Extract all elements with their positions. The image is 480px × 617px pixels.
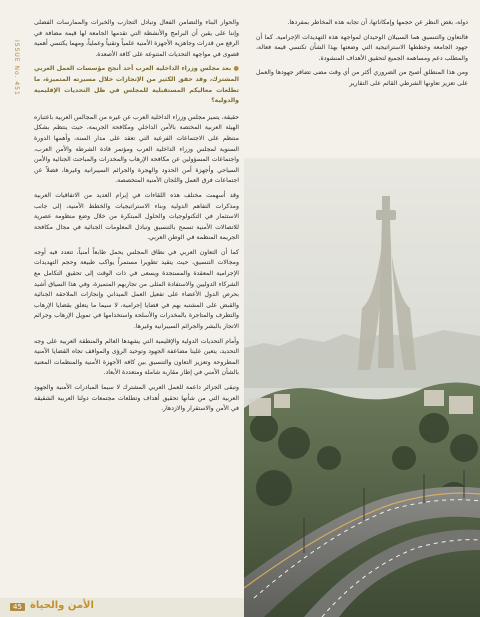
paragraph: فالتعاون والتنسيق هما السبيلان الوحيدان لمواجهة هذه التهديدات الإجرامية. كما أن جهود الجامعة وخططها الاستراتيجية التي وضعتها بهذا الشأن تكتسي قيمة فعالة، والمطلب دعم ومساهمة الجميع لتحقيق الأهداف المنشودة. — [256, 33, 468, 62]
paragraph: حقيقة، يتميز مجلس وزراء الداخلية العرب عن غيره من المجالس العربية باعتباره الهيئة العربية المختصة بالأمن الداخلي ومكافحة الجريمة، حيث ينتظم بشكل منتظم على الاجتماعات الفرعية التي تعقد على مدار السنة، وأهمها الدورة السنوية لمجلس وزراء الداخلية العرب ومؤتمر قادة الشرطة والأمن العرب، واجتماعات المسؤولين عن مكافحة الإرهاب والمخدرات والمباحث الجنائية والأمن السياحي وأجهزة أمن الحدود والهجرة والجرائم السيبرانية وغيرها، فضلاً عن اجتماعات فرق العمل واللجان الأمنية المتخصصة. — [34, 113, 239, 185]
paragraph: كما أن التعاون العربي في نطاق المجلس يحمل طابعاً أمنياً، تتعدد فيه أوجه ومجالات التنسيق، حيث يتقيد تطويرا مستمراً يواكب طبيعة وحجم التهديدات الإجرامية المعقدة والمستجدة ويسعى في ذات الوقت إلى تحقيق التكامل مع الشركاء الدوليين والاستفادة المثلى من تجاربهم المتميزة، وفي هذا السياق أشيد بحرص الدول الأعضاء على تفعيل العمل الميداني وإنجازات الملاحقة الجنائية والقبض على المشتبه بهم في قضايا إجرامية، لا سيما ما يتعلق بقضايا الإرهاب والتطرف والمتاجرة بالمخدرات والأسلحة واستخدامها في تمويل الإرهاب وجرائم الاتجار بالبشر والجرائم السيبرانية وغيرها. — [34, 248, 239, 331]
article-right-column — [256, 18, 468, 148]
paragraph: وقد أسهمت مختلف هذه اللقاءات في إبرام العديد من الاتفاقيات العربية ومذكرات التفاهم الدولية وبناء الاستراتيجيات والخطط الأمنية، إلى جانب الاستثمار في التكنولوجيات والحلول المبتكرة من خلال وضع منظومة عصرية للاتصالات الأمنية تسمح بالتنسيق وتبادل المعلومات الجنائية في مجال مكافحة الجريمة المنظمة في الوطن العربي. — [34, 191, 239, 242]
paragraph: وتبقى الجزائر داعمة للعمل العربي المشترك لا سيما المبادرات الأمنية والجهود العربية التي من شأنها تحقيق أهداف وتطلعات مجتمعات دولنا العربية الشقيقة في الأمن والاستقرار والازدهار. — [34, 384, 239, 413]
paragraph: ومن هذا المنطلق أصبح من الضروري أكثر من أي وقت مضى تضافر جهودها والعمل على تعزيز تعاونها الشرطي القائم على التقارير — [256, 69, 468, 87]
page-number: 45 — [10, 603, 25, 611]
city-photo — [244, 158, 480, 617]
paragraph-intro: والحوار البناء والتضامن الفعال وتبادل التجارب والخبرات والممارسات الفضلى وإننا على يقين أن البرامج والأنشطة التي تقدمها الجامعة لها قيمة مضافة في الرفع من قدرات وجاهزية الأجهزة الأمنية علمياً وتقنياً وعملياً، ومهما يكتسي أهمية قصوى في مواجهة التحديات المتنوعة على كافة الأصعدة. — [34, 19, 239, 58]
paragraph: وأمام التحديات الدولية والإقليمية التي يشهدها العالم والمنطقة العربية على وجه التحديد، يتعين علينا مضاعفة الجهود وتوحيد الرؤى والمواقف تجاه القضايا الأمنية المطروحة وتعزيز التعاون والتنسيق بين كافة الأجهزة الأمنية والمنظمات المعنية بالشأن الأمني في إطار مقاربة شاملة ومتعددة الأبعاد. — [34, 337, 239, 377]
bullet-icon: ● — [231, 65, 239, 73]
issue-label: ISSUE No. 451 — [13, 40, 20, 96]
interview-question-text: بعد مجلس وزراء الداخلية العرب أحد أنجح مؤسسات العمل العربي المشترك، وقد حقق الكثير من الإنجازات خلال مسيرته المتميزة، ما تطلعات معاليكم المستقبلية للمجلس في ظل التحديات الإقليمية والدولية؟ — [34, 65, 239, 105]
article-left-column — [34, 18, 239, 578]
magazine-brand: الأمن والحياة — [30, 600, 94, 611]
paragraph: دولة، بغض النظر عن حجمها وإمكاناتها، أن تجابه هذه المخاطر بمفردها. — [287, 19, 468, 26]
interview-question — [34, 64, 239, 106]
